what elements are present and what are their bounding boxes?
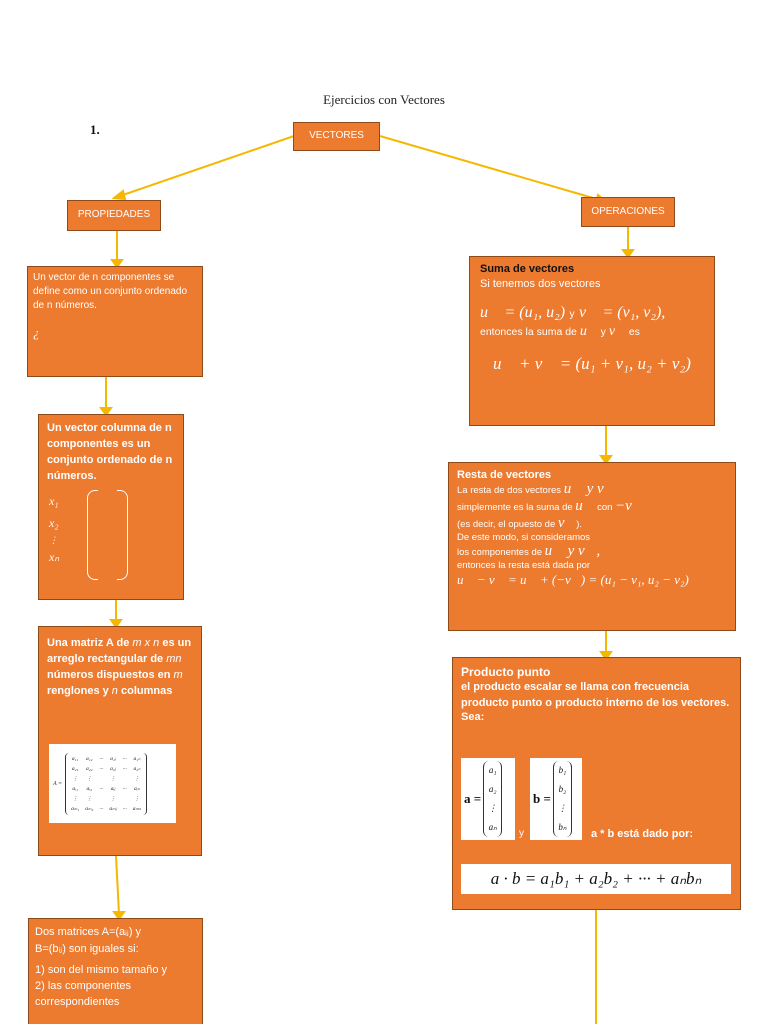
matrix-cell: ⋮ bbox=[72, 775, 78, 782]
vector-b-image: b = b₁ b₂ ⋮ bₙ bbox=[530, 758, 582, 840]
box-suma-vectores bbox=[469, 256, 715, 426]
column-vector bbox=[47, 490, 175, 586]
suma-title: Suma de vectores bbox=[480, 263, 575, 275]
matrix-cell bbox=[96, 794, 106, 804]
matrix-cell: aₘ₁ bbox=[71, 805, 80, 812]
matrix-cell: a₂ⱼ bbox=[110, 765, 116, 772]
resta-line3: (es decir, el opuesto de v⃗). bbox=[457, 515, 583, 531]
matrix-cell: aₘⱼ bbox=[109, 805, 117, 812]
producto-title: Producto punto bbox=[461, 665, 551, 679]
matrix-cell bbox=[96, 774, 106, 784]
resta-line5: los componentes de u⃗ y v⃗, bbox=[457, 543, 601, 559]
matrix-cell: ··· bbox=[99, 765, 104, 772]
matrix-cell bbox=[120, 794, 130, 804]
suma-result-formula: u⃗ + v⃗ = (u₁ + v₁, u₂ + v₂) bbox=[493, 354, 691, 373]
resta-formula: u⃗ − v⃗ = u⃗ + (−v⃗) = (u₁ − v₁, u₂ − v₂) bbox=[457, 572, 689, 587]
matrix-cell: ⋮ bbox=[86, 775, 92, 782]
igualdad-item2: 2) las componentes bbox=[35, 980, 131, 992]
matrix-cell: ⋮ bbox=[134, 795, 140, 802]
matrix-cell: a₂₂ bbox=[85, 765, 93, 772]
matrix-cell: a₁ₙ bbox=[133, 755, 141, 762]
node-propiedades: PROPIEDADES bbox=[67, 200, 161, 231]
box-definicion-text: Un vector de n componentes se define como un conjunto ordenado de n números. bbox=[33, 272, 188, 311]
page-title: Ejercicios con Vectores bbox=[323, 92, 445, 107]
vector-a-entries: a₁ a₂ ⋮ aₙ bbox=[483, 761, 502, 837]
matrix-row bbox=[68, 794, 144, 804]
resta-line1: La resta de dos vectores u⃗ y v⃗ bbox=[457, 481, 616, 497]
producto-y: y bbox=[519, 828, 524, 839]
matrix-cell: a₁₂ bbox=[85, 755, 93, 762]
matrix-image: A = a₁₁ a₁₂ ··· a₁ⱼ ··· a₁ₙ a₂₁ a₂₂ ··· a₂ⱼ ··· a₂ₙ ⋮ ⋮ ⋮ ⋮ aᵢ₁ aᵢ₂ ··· aᵢⱼ ··· aᵢₙ ⋮ ⋮ ⋮ ⋮ aₘ₁ aₘ₂ ··· aₘⱼ ··· aₘₙ bbox=[49, 744, 176, 823]
matrix-cell: a₁₁ bbox=[71, 755, 79, 762]
box-vector-columna-text: Un vector columna de n componentes es un conjunto ordenado de n números. bbox=[47, 422, 173, 482]
matrix-cell: aₘ₂ bbox=[85, 805, 94, 812]
box-vector-columna bbox=[38, 414, 184, 600]
matrix-cell: ··· bbox=[99, 755, 104, 762]
left-bracket bbox=[87, 490, 98, 580]
resta-line2: simplemente es la suma de u⃗ con −v⃗ bbox=[457, 498, 644, 514]
matrix-cell: aᵢₙ bbox=[133, 785, 140, 792]
node-operaciones: OPERACIONES bbox=[581, 197, 675, 227]
arrowhead bbox=[114, 191, 125, 199]
matrix-cell: ··· bbox=[122, 805, 127, 812]
question-mark-symbol: ¿ bbox=[33, 325, 40, 340]
matrix-cell: a₂₁ bbox=[71, 765, 79, 772]
igualdad-line1: Dos matrices A=(aᵢⱼ) y bbox=[35, 926, 142, 938]
matrix-cell: ··· bbox=[122, 755, 127, 762]
question-number: 1. bbox=[90, 122, 100, 137]
matrix-cell: aₘₙ bbox=[132, 805, 142, 812]
matrix-cell: ··· bbox=[99, 805, 104, 812]
matrix-row bbox=[68, 804, 144, 814]
box-resta-vectores bbox=[448, 462, 736, 631]
matrix-cell: a₁ⱼ bbox=[110, 755, 116, 762]
matrix-cell bbox=[120, 774, 130, 784]
root-node-vectores: VECTORES bbox=[293, 122, 380, 151]
producto-sea: Sea: bbox=[461, 711, 485, 723]
resta-line6: entonces la resta está dada por bbox=[457, 560, 591, 571]
producto-formula: a · b = a₁b₁ + a₂b₂ + ··· + aₙbₙ bbox=[490, 869, 702, 888]
matrix-cell: ⋮ bbox=[110, 775, 116, 782]
box-definicion-vector bbox=[27, 266, 203, 377]
matrix-row bbox=[68, 784, 144, 794]
vector-b-entries: b₁ b₂ ⋮ bₙ bbox=[553, 761, 572, 837]
suma-then-line: entonces la suma de u⃗ y v⃗ es bbox=[480, 324, 640, 339]
matrix-row bbox=[68, 754, 144, 764]
matrix-cell: ⋮ bbox=[110, 795, 116, 802]
connector-root-left bbox=[120, 136, 294, 196]
box-producto-punto bbox=[452, 657, 741, 910]
matrix-cell: a₂ₙ bbox=[133, 765, 141, 772]
producto-text: el producto escalar se llama con frecuencia producto punto o producto interno de los vectores. bbox=[461, 681, 730, 709]
producto-formula-image bbox=[461, 864, 731, 894]
box-igualdad-matrices bbox=[28, 918, 203, 1024]
matrix-row bbox=[68, 774, 144, 784]
matrix-table bbox=[68, 754, 144, 814]
matrix-cell: aᵢⱼ bbox=[110, 785, 116, 792]
matrix-row bbox=[68, 764, 144, 774]
resta-line4: De este modo, si consideramos bbox=[457, 532, 591, 543]
matrix-body bbox=[65, 753, 147, 815]
matrix-cell: ··· bbox=[99, 785, 104, 792]
vector-a-image: a = a₁ a₂ ⋮ aₙ bbox=[461, 758, 515, 840]
matrix-cell: aᵢ₂ bbox=[86, 785, 93, 792]
matrix-cell: aᵢ₁ bbox=[72, 785, 78, 792]
igualdad-item1: 1) son del mismo tamaño y bbox=[35, 964, 168, 976]
igualdad-item3: correspondientes bbox=[35, 996, 120, 1008]
matrix-cell: ··· bbox=[122, 785, 127, 792]
matrix-cell: ⋮ bbox=[86, 795, 92, 802]
suma-intro: Si tenemos dos vectores bbox=[480, 278, 601, 290]
connector-root-right bbox=[380, 136, 600, 200]
matrix-cell: ⋮ bbox=[72, 795, 78, 802]
column-vector-components: x₁ x₂ ⋮ xₙ bbox=[49, 494, 60, 564]
matrix-cell: ⋮ bbox=[134, 775, 140, 782]
igualdad-line2: B=(bᵢⱼ) son iguales si: bbox=[35, 943, 139, 955]
right-bracket bbox=[117, 490, 128, 580]
suma-vectors-line: u⃗ = (u₁, u₂) y v⃗ = (v₁, v₂), bbox=[480, 304, 666, 321]
resta-title: Resta de vectores bbox=[457, 469, 552, 481]
connector-box3-box4 bbox=[116, 856, 119, 914]
box-matriz bbox=[38, 626, 202, 856]
matrix-cell: ··· bbox=[122, 765, 127, 772]
box-matriz-text: Una matriz A de m x n es un arreglo rectangular de mn números dispuestos en m renglones y n columnas bbox=[47, 637, 192, 697]
producto-dado: a * b está dado por: bbox=[591, 828, 694, 840]
